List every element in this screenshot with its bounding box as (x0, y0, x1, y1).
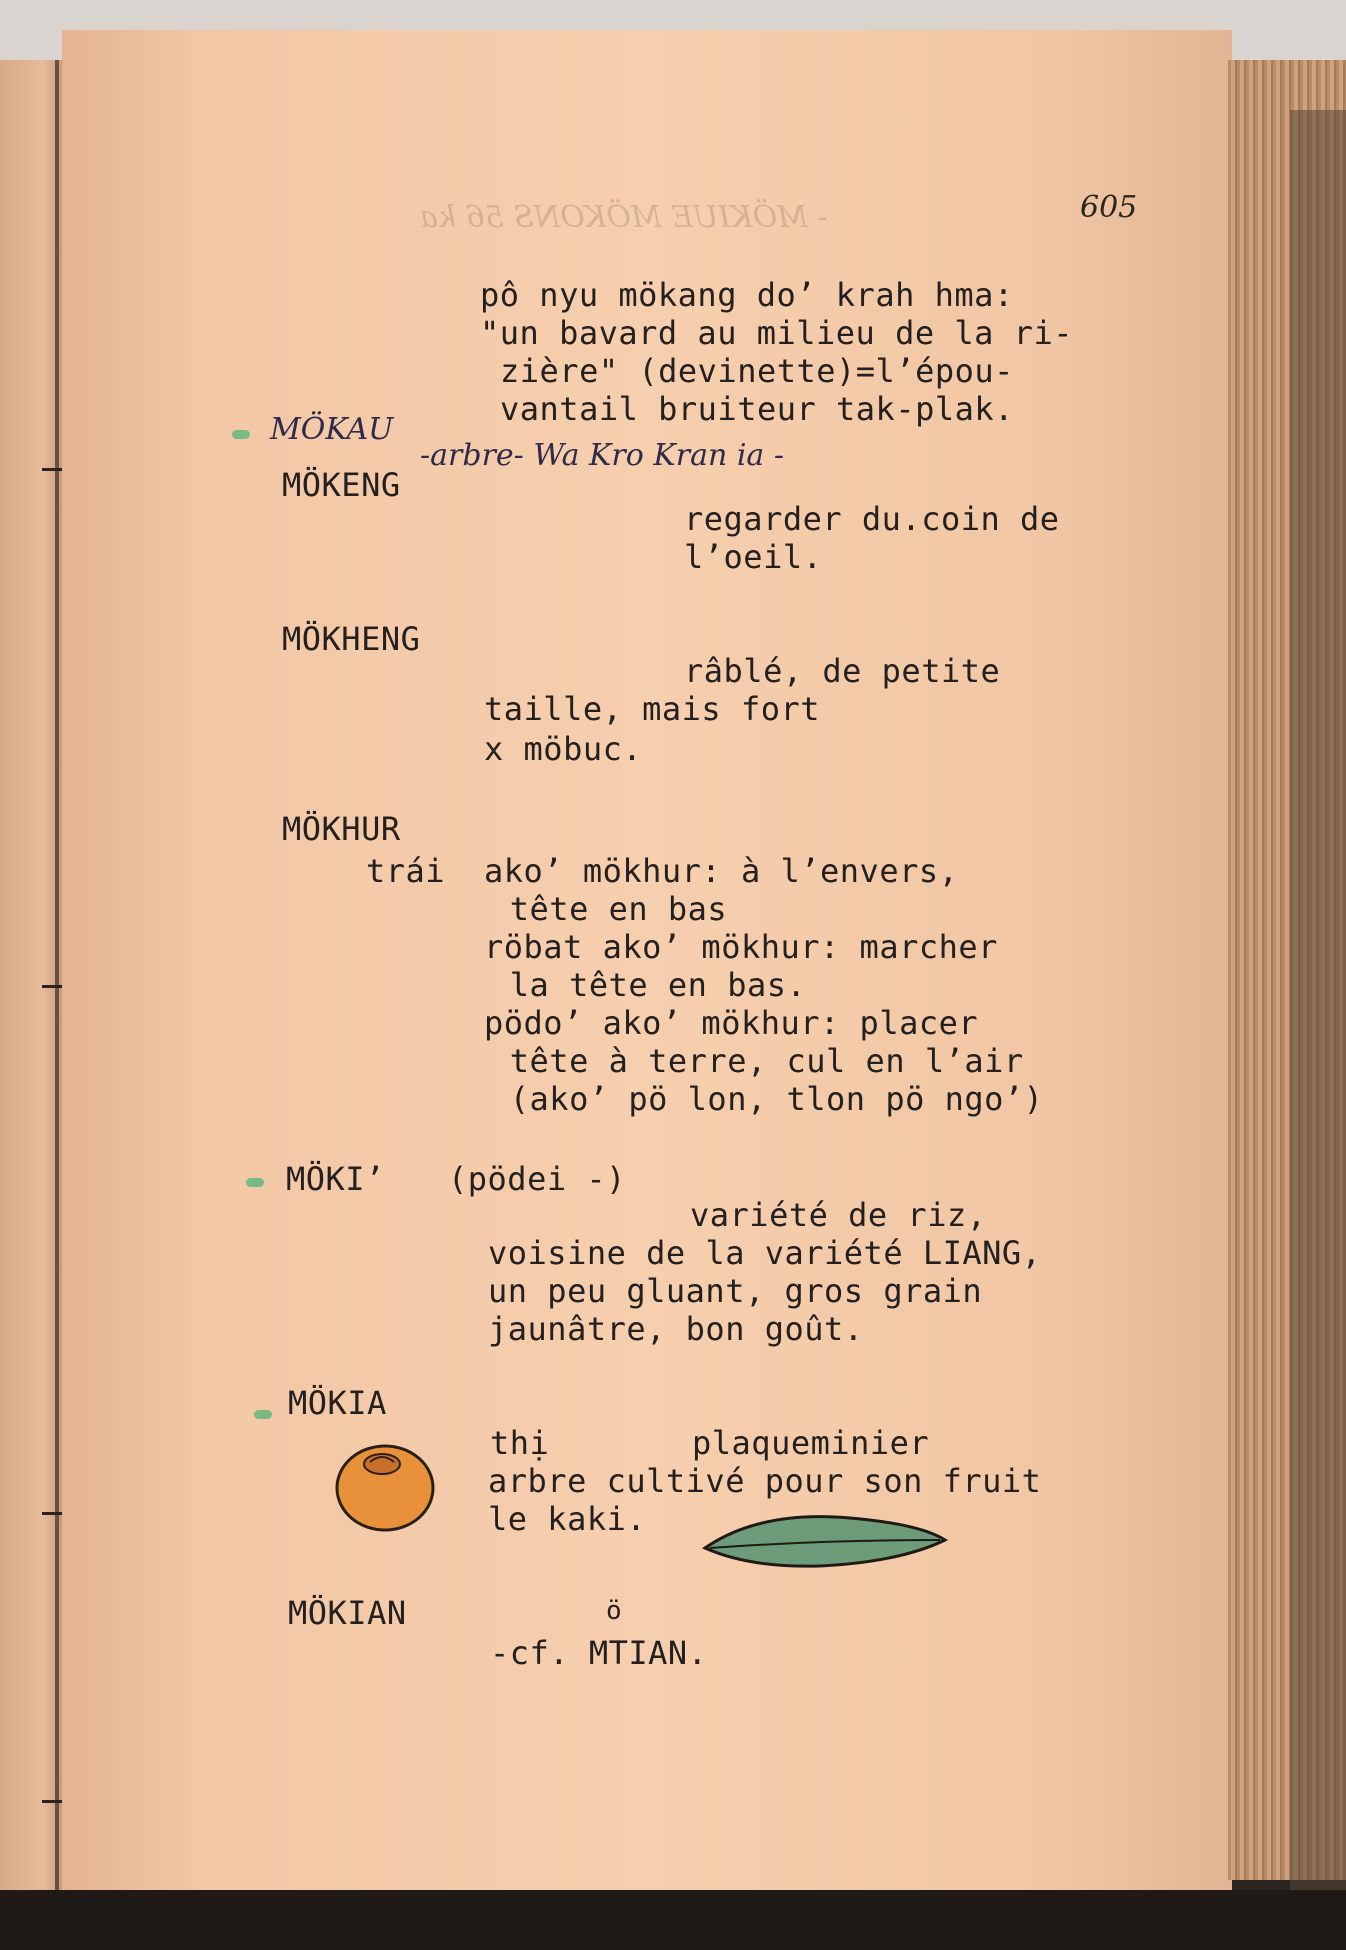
entry-extra: (pödei -) (448, 1160, 626, 1198)
definition-line: pödo’ ako’ mökhur: placer (484, 1004, 979, 1042)
definition-line: l’oeil. (684, 538, 823, 576)
handwritten-note: -arbre- Wa Kro Kran ia - (420, 438, 784, 473)
definition-line: voisine de la variété LIANG, (488, 1234, 1042, 1272)
definition-line: x möbuc. (484, 730, 643, 768)
cross-reference: -cf. MTIAN. (490, 1634, 708, 1672)
green-pencil-mark (254, 1410, 272, 1419)
definition-line: taille, mais fort (484, 690, 821, 728)
entry-headword: MÖKHUR (282, 810, 401, 848)
definition-line: jaunâtre, bon goût. (488, 1310, 864, 1348)
entry-tag: thị (490, 1424, 550, 1462)
definition-line: le kaki. (488, 1500, 647, 1538)
leaf-drawing (700, 1500, 950, 1580)
handwritten-accent: ö (606, 1596, 623, 1626)
definition-line: regarder du.coin de (684, 500, 1060, 538)
handwritten-headword: MÖKAU (270, 412, 394, 447)
entry-headword: MÖKENG (282, 466, 401, 504)
definition-line: râblé, de petite (684, 652, 1001, 690)
continuation-line: pô nyu mökang do’ krah hma: (480, 276, 1014, 314)
entry-headword: MÖKI’ (286, 1160, 385, 1198)
definition-line: tête à terre, cul en l’air (490, 1042, 1024, 1080)
continuation-line: "un bavard au milieu de la ri- (480, 314, 1073, 352)
entry-headword: MÖKIA (288, 1384, 387, 1422)
definition-line: plaqueminier (692, 1424, 930, 1462)
definition-line: tête en bas (490, 890, 728, 928)
left-page-edge (0, 60, 62, 1900)
definition-line: (ako’ pö lon, tlon pö ngo’) (490, 1080, 1044, 1118)
continuation-line: zière" (devinette)=l’épou- (500, 352, 1014, 390)
entry-tag: trái (366, 852, 446, 890)
definition-line: la tête en bas. (490, 966, 807, 1004)
definition-line: ako’ mökhur: à l’envers, (484, 852, 959, 890)
definition-line: variété de riz, (690, 1196, 987, 1234)
page-edges-shadow (1290, 110, 1346, 1890)
background-bottom (0, 1890, 1346, 1950)
green-pencil-mark (232, 430, 250, 439)
green-pencil-mark (246, 1178, 264, 1187)
book-spine (55, 60, 59, 1900)
entry-headword: MÖKIAN (288, 1594, 407, 1632)
page-number: 605 (1080, 190, 1138, 225)
bleed-through-text: - MÖKIUE MÖKONS 56 ka (420, 200, 828, 235)
entry-headword: MÖKHENG (282, 620, 421, 658)
definition-line: un peu gluant, gros grain (488, 1272, 983, 1310)
continuation-line: vantail bruiteur tak-plak. (500, 390, 1014, 428)
persimmon-fruit-drawing (330, 1436, 440, 1536)
definition-line: röbat ako’ mökhur: marcher (484, 928, 998, 966)
definition-line: arbre cultivé pour son fruit (488, 1462, 1042, 1500)
